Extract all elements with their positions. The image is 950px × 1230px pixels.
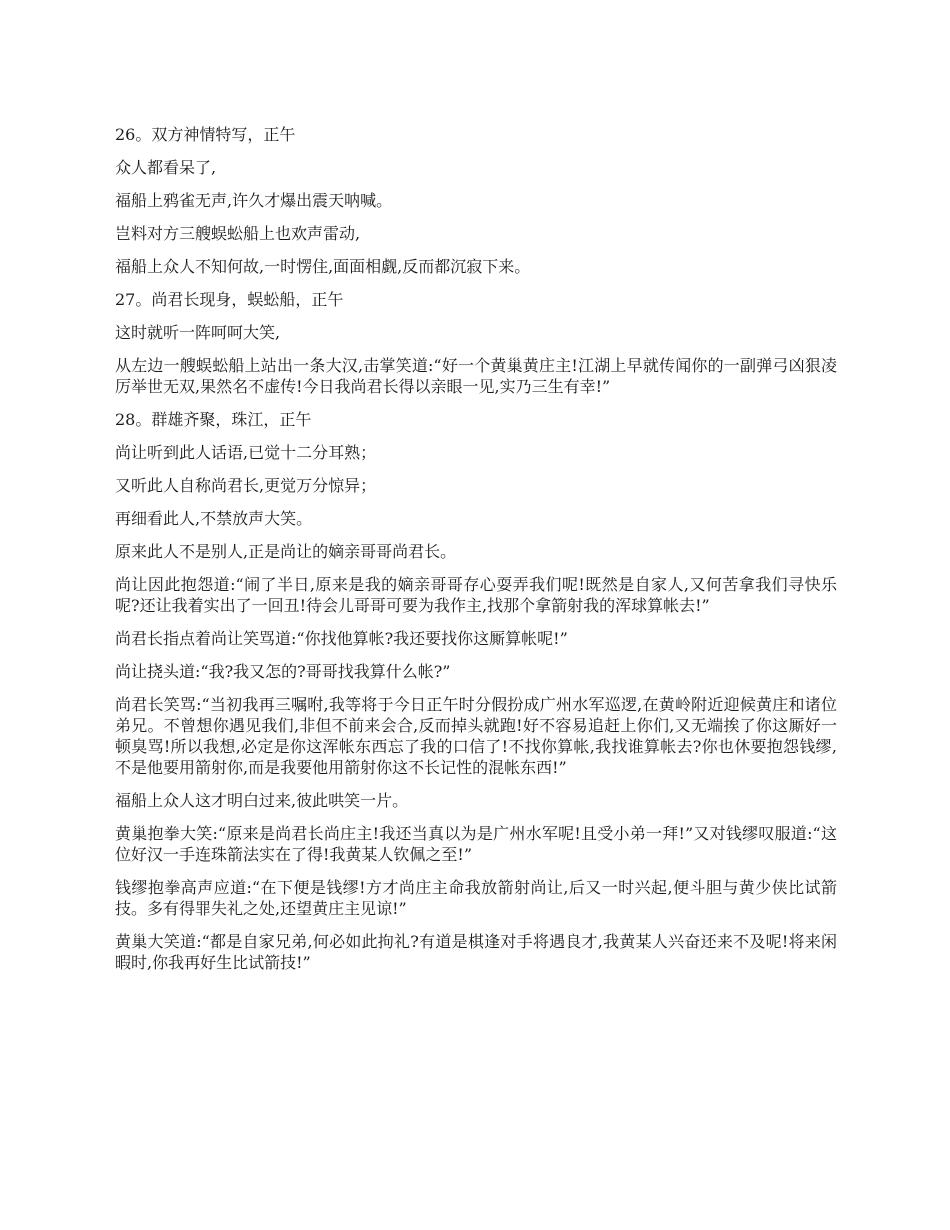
paragraph: 钱缪抱拳高声应道:“在下便是钱缪!方才尚庄主命我放箭射尚让,后又一时兴起,便斗胆与黄少侠比试箭技。多有得罪失礼之处,还望黄庄主见谅!”	[115, 878, 837, 918]
paragraph: 福船上众人这才明白过来,彼此哄笑一片。	[115, 791, 409, 810]
paragraph: 尚君长指点着尚让笑骂道:“你找他算帐?我还要找你这厮算帐呢!”	[115, 629, 568, 648]
paragraph: 福船上众人不知何故,一时愣住,面面相觑,反而都沉寂下来。	[115, 257, 531, 276]
document-body	[115, 124, 837, 985]
paragraph: 众人都看呆了,	[115, 158, 217, 177]
paragraph: 又听此人自称尚君长,更觉万分惊异；	[115, 476, 377, 495]
paragraph: 从左边一艘蜈蚣船上站出一条大汉,击掌笑道:“好一个黄巢黄庄主!江湖上早就传闻你的一副弹弓凶狠凌厉举世无双,果然名不虚传!今日我尚君长得以亲眼一见,实乃三生有幸!”	[115, 356, 837, 396]
paragraph: 这时就听一阵呵呵大笑,	[115, 323, 281, 342]
paragraph: 再细看此人,不禁放声大笑。	[115, 509, 313, 528]
paragraph: 福船上鸦雀无声,许久才爆出震天呐喊。	[115, 191, 393, 210]
paragraph: 岂料对方三艘蜈蚣船上也欢声雷动,	[115, 224, 361, 243]
paragraph: 黄巢抱拳大笑:“原来是尚君长尚庄主!我还当真以为是广州水军呢!且受小弟一拜!”又对钱缪叹服道:“这位好汉一手连珠箭法实在了得!我黄某人钦佩之至!”	[115, 824, 837, 864]
paragraph: 28。群雄齐聚，珠江，正午	[115, 410, 312, 429]
paragraph: 尚让挠头道:“我?我又怎的?哥哥找我算什么帐?”	[115, 662, 451, 681]
paragraph: 尚让因此抱怨道:“闹了半日,原来是我的嫡亲哥哥存心耍弄我们呢!既然是自家人,又何苦拿我们寻快乐呢?还让我着实出了一回丑!待会儿哥哥可要为我作主,找那个拿箭射我的浑球算帐去!”	[115, 575, 837, 615]
paragraph: 26。双方神情特写，正午	[115, 125, 296, 144]
paragraph: 原来此人不是别人,正是尚让的嫡亲哥哥尚君长。	[115, 542, 457, 561]
paragraph: 27。尚君长现身，蜈蚣船，正午	[115, 290, 344, 309]
paragraph: 尚让听到此人话语,已觉十二分耳熟；	[115, 443, 377, 462]
paragraph: 尚君长笑骂:“当初我再三嘱咐,我等将于今日正午时分假扮成广州水军巡逻,在黄岭附近迎候黄庄和诸位弟兄。不曾想你遇见我们,非但不前来会合,反而掉头就跑!好不容易追赶上你们,又无端挨了你这厮好一顿臭骂!所以我想,必定是你这浑帐东西忘了我的口信了!不找你算帐,我找谁算帐去?你也休要抱怨钱缪,不是他要用箭射你,而是我要他用箭射你这不长记性的混帐东西!”	[115, 695, 837, 777]
paragraph: 黄巢大笑道:“都是自家兄弟,何必如此拘礼?有道是棋逢对手将遇良才,我黄某人兴奋还来不及呢!将来闲暇时,你我再好生比试箭技!”	[115, 932, 837, 972]
